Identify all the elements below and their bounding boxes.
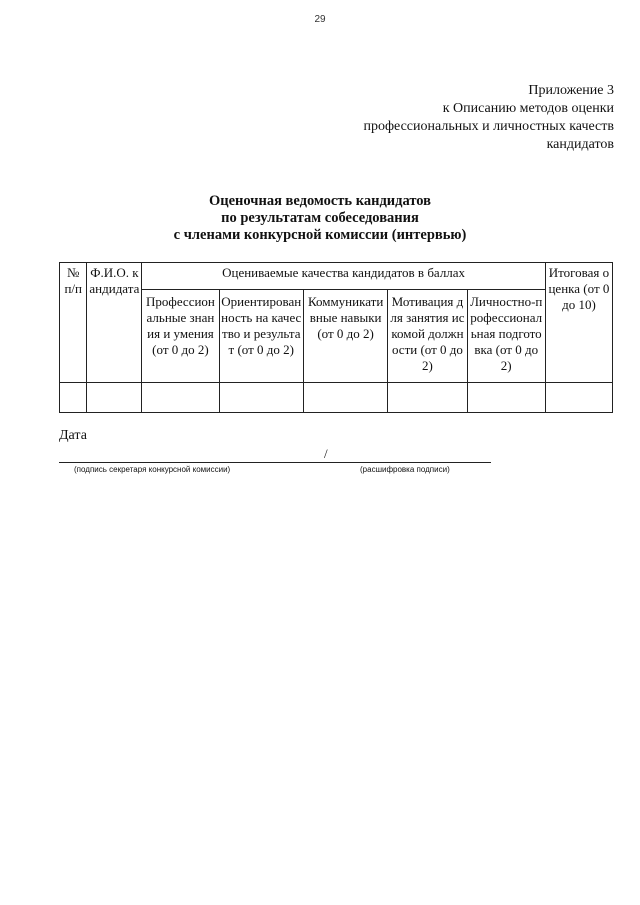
header-criteria-group: Оцениваемые качества кандидатов в баллах (142, 263, 546, 290)
appendix-line-1: Приложение 3 (528, 83, 614, 98)
cell-score-result[interactable] (219, 383, 303, 413)
title-line-3: с членами конкурсной комиссии (интервью) (173, 227, 467, 243)
signature-caption: (подпись секретаря конкурсной комиссии) (74, 465, 231, 474)
signature-line[interactable] (59, 462, 491, 463)
header-criterion-personal: Личностно-профессиональная подготовка (от 0 до 2) (467, 290, 545, 383)
appendix-line-4: кандидатов (546, 137, 614, 152)
header-name: Ф.И.О. кандидата (87, 263, 142, 383)
table-row (60, 383, 613, 413)
decoding-caption: (расшифровка подписи) (360, 465, 450, 474)
document-title (0, 193, 640, 244)
header-criterion-motivation: Мотивация для занятия искомой должности (от 0 до 2) (388, 290, 467, 383)
header-criterion-result: Ориентированность на качество и результат (от 0 до 2) (219, 290, 303, 383)
page-number: 29 (314, 14, 326, 25)
signature-separator: / (324, 446, 328, 461)
title-line-2: по результатам собеседования (221, 210, 419, 226)
header-criterion-communication: Коммуникативные навыки (от 0 до 2) (303, 290, 387, 383)
appendix-line-2: к Описанию методов оценки (442, 101, 614, 116)
date-label: Дата (59, 428, 87, 443)
cell-total[interactable] (545, 383, 612, 413)
table-header-row (60, 263, 613, 290)
header-criterion-professional: Профессиональные знания и умения (от 0 до 2) (142, 290, 219, 383)
cell-score-personal[interactable] (467, 383, 545, 413)
appendix-line-3: профессиональных и личностных качеств (363, 119, 614, 134)
cell-number[interactable] (60, 383, 87, 413)
evaluation-table (59, 262, 613, 413)
appendix-note (254, 82, 614, 154)
cell-score-motivation[interactable] (388, 383, 467, 413)
cell-score-professional[interactable] (142, 383, 219, 413)
table-subheader-row (60, 290, 613, 383)
title-line-1: Оценочная ведомость кандидатов (208, 193, 431, 209)
header-number: № п/п (60, 263, 87, 383)
cell-name[interactable] (87, 383, 142, 413)
header-total: Итоговая оценка (от 0 до 10) (545, 263, 612, 383)
cell-score-communication[interactable] (303, 383, 387, 413)
